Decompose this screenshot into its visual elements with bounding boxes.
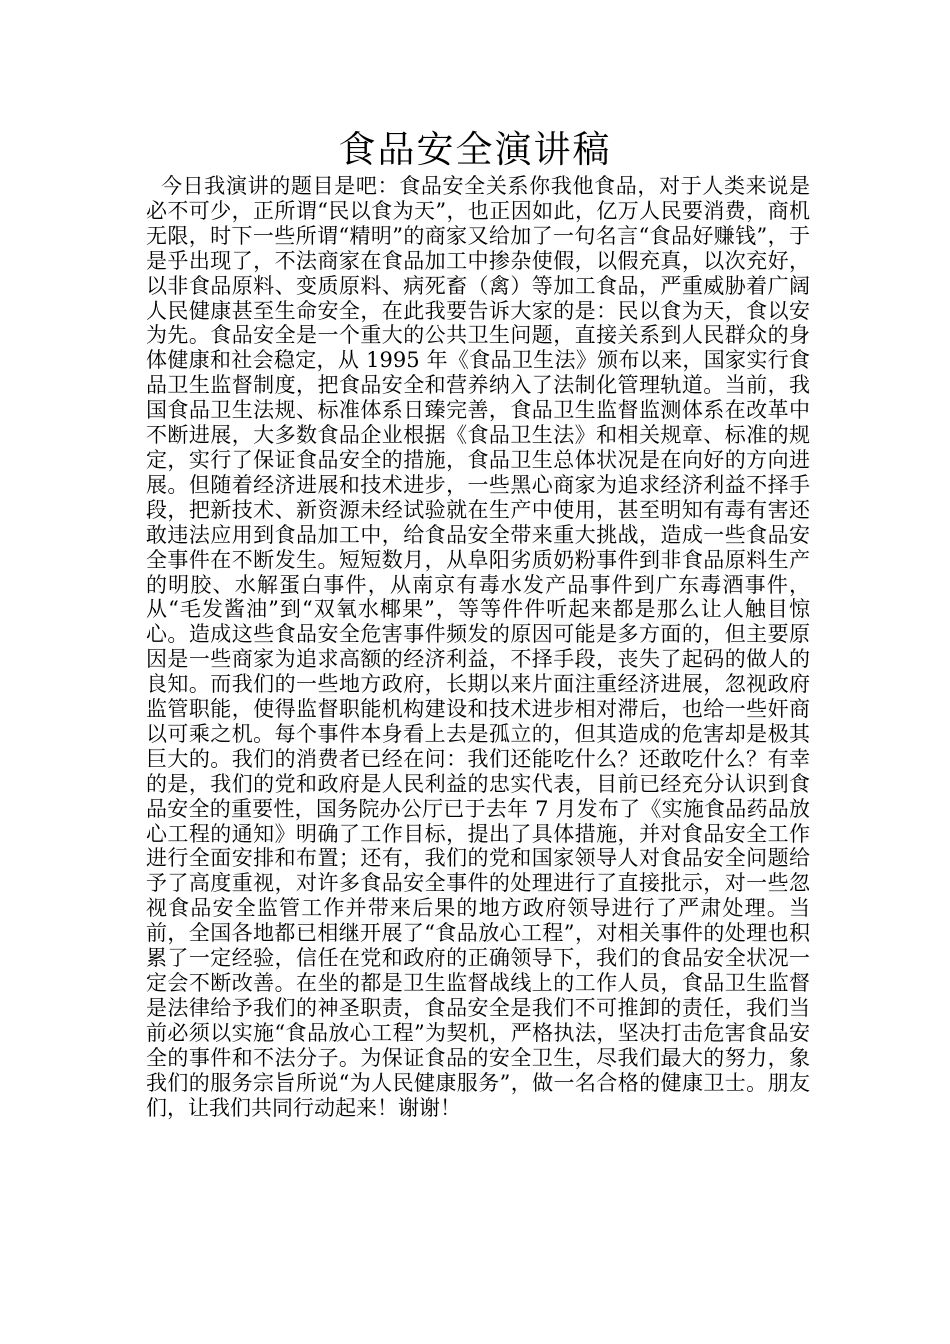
document-title: 食品安全演讲稿 xyxy=(338,128,612,171)
speech-body-paragraph: 今日我演讲的题目是吧：食品安全关系你我他食品，对于人类来说是必不可少，正所谓“民以食为天”，也正因如此，亿万人民要消费，商机无限，时下一些所谓“精明”的商家又给加了一句名言“食品好赚钱”，于是乎出现了，不法商家在食品加工中掺杂使假，以假充真，以次充好，以非食品原料、变质原料、病死畜（禽）等加工食品，严重威胁着广阔人民健康甚至生命安全，在此我要告诉大家的是：民以食为天，食以安为先。食品安全是一个重大的公共卫生问题，直接关系到人民群众的身体健康和社会稳定，从 1995 年《食品卫生法》颁布以来，国家实行食品卫生监督制度，把食品安全和营养纳入了法制化管理轨道。当前，我国食品卫生法规、标准体系日臻完善，食品卫生监督监测体系在改革中不断进展，大多数食品企业根据《食品卫生法》和相关规章、标准的规定，实行了保证食品安全的措施，食品卫生总体状况是在向好的方向进展。但随着经济进展和技术进步，一些黑心商家为追求经济利益不择手段，把新技术、新资源未经试验就在生产中使用，甚至明知有毒有害还敢违法应用到食品加工中，给食品安全带来重大挑战，造成一些食品安全事件在不断发生。短短数月，从阜阳劣质奶粉事件到非食品原料生产的明胶、水解蛋白事件，从南京有毒水发产品事件到广东毒酒事件，从“毛发酱油”到“双氧水椰果”，等等件件听起来都是那么让人触目惊心。造成这些食品安全危害事件频发的原因可能是多方面的，但主要原因是一些商家为追求高额的经济利益，不择手段，丧失了起码的做人的良知。而我们的一些地方政府，长期以来片面注重经济进展，忽视政府监管职能，使得监督职能机构建设和技术进步相对滞后，也给一些奸商以可乘之机。每个事件本身看上去是孤立的，但其造成的危害却是极其巨大的。我们的消费者已经在问：我们还能吃什么？还敢吃什么？有幸的是，我们的党和政府是人民利益的忠实代表，目前已经充分认识到食品安全的重要性，国务院办公厅已于去年 7 月发布了《实施食品药品放心工程的通知》明确了工作目标，提出了具体措施，并对食品安全工作进行全面安排和布置；还有，我们的党和国家领导人对食品安全问题给予了高度重视，对许多食品安全事件的处理进行了直接批示，对一些忽视食品安全监管工作并带来后果的地方政府领导进行了严肃处理。当前，全国各地都已相继开展了“食品放心工程”，对相关事件的处理也积累了一定经验，信任在党和政府的正确领导下，我们的食品安全状况一定会不断改善。在坐的都是卫生监督战线上的工作人员，食品卫生监督是法律给予我们的神圣职责，食品安全是我们不可推卸的责任，我们当前必须以实施“食品放心工程”为契机，严格执法，坚决打击危害食品安全的事件和不法分子。为保证食品的安全卫生，尽我们最大的努力，象我们的服务宗旨所说“为人民健康服务”，做一名合格的健康卫士。朋友们，让我们共同行动起来！谢谢！ xyxy=(146,174,810,1120)
